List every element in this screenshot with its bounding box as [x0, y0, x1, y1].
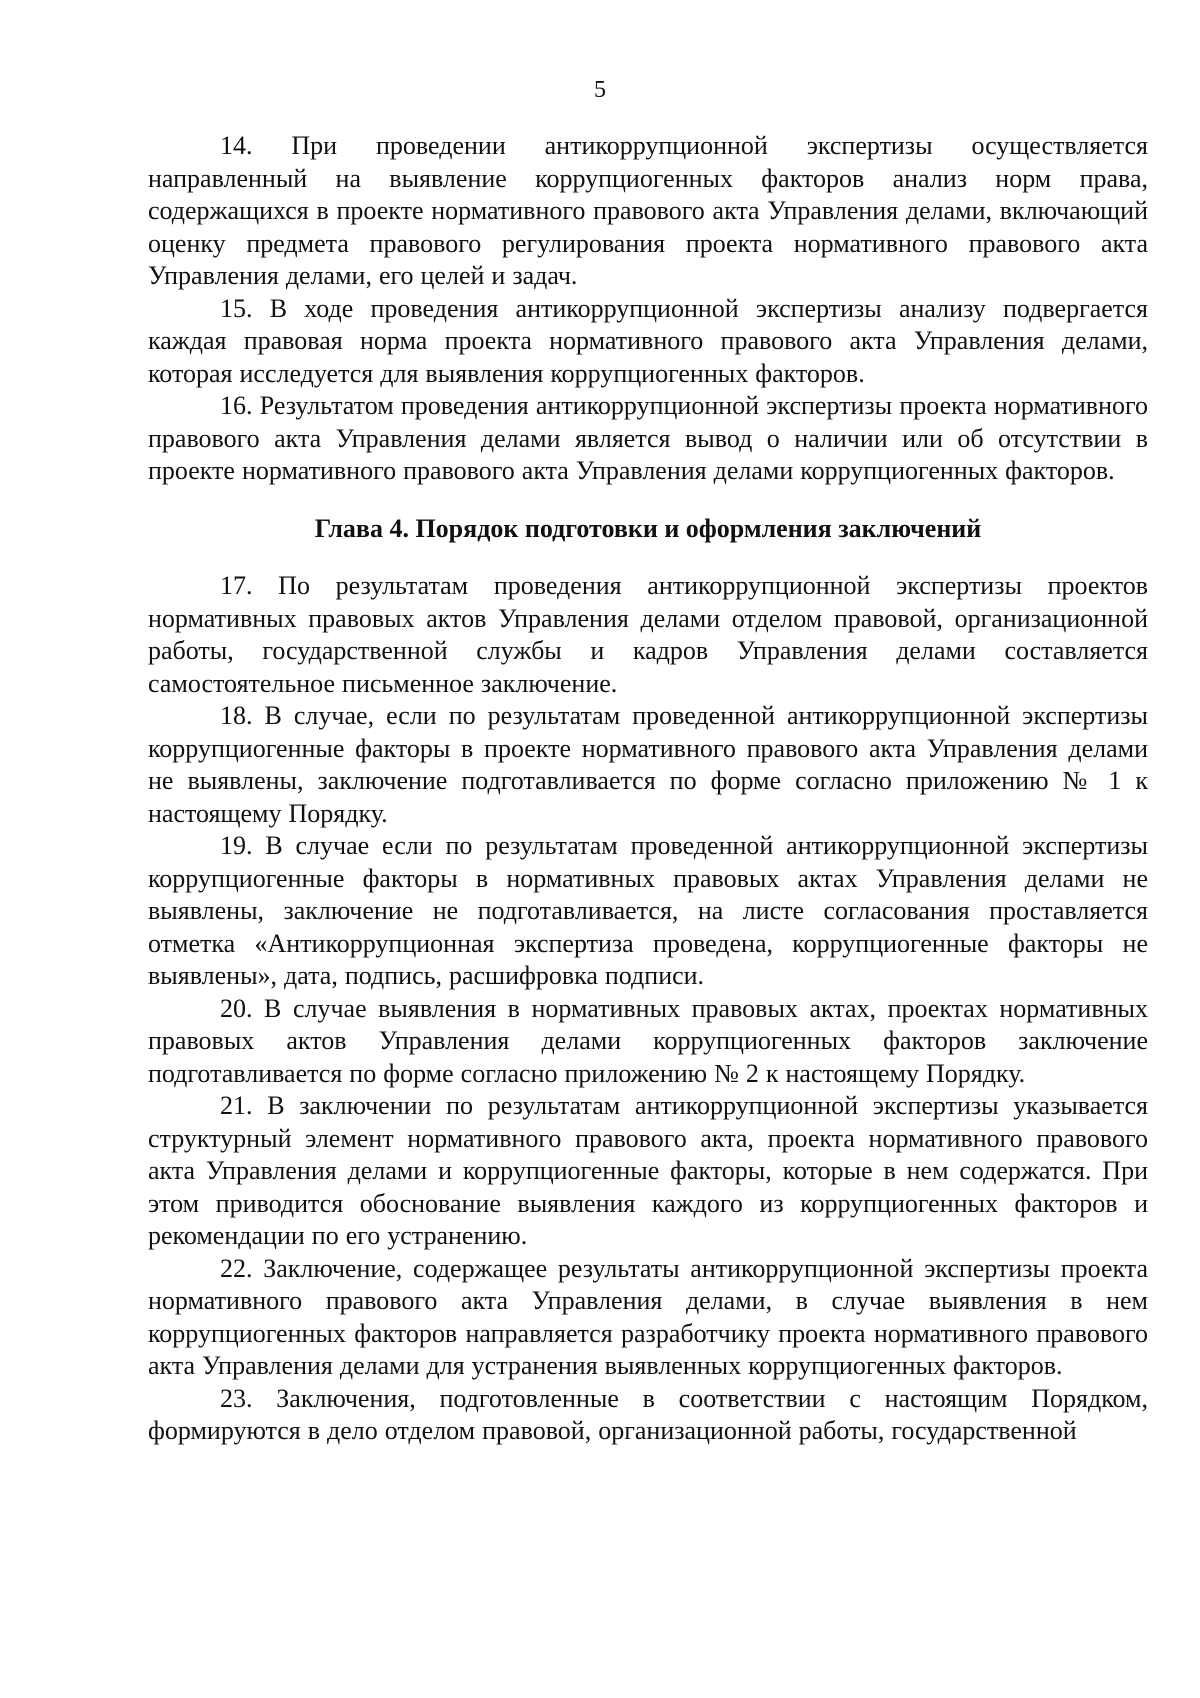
- page-number: 5: [594, 77, 606, 103]
- paragraph-16: 16. Результатом проведения антикоррупционной экспертизы проекта нормативного правового акта Управления делами является вывод о наличии или об отсутствии в проекте нормативного правового акта Управления делами коррупциогенных факторов.: [148, 391, 1148, 485]
- paragraph-17: 17. По результатам проведения антикоррупционной экспертизы проектов нормативных правовых актов Управления делами отделом правовой, организационной работы, государственной службы и кадров Управления делами составляется самостоятельное письменное заключение.: [148, 571, 1148, 698]
- paragraph-19: 19. В случае если по результатам проведенной антикоррупционной экспертизы коррупциогенные факторы в нормативных правовых актах Управления делами не выявлены, заключение не подготавливается, на листе согласования проставляется отметка «Антикоррупционная экспертиза проведена, коррупциогенные факторы не выявлены», дата, подпись, расшифровка подписи.: [148, 831, 1148, 990]
- paragraph-23: 23. Заключения, подготовленные в соответствии с настоящим Порядком, формируются в дело отделом правовой, организационной работы, государственной: [148, 1383, 1148, 1445]
- paragraph-21: 21. В заключении по результатам антикоррупционной экспертизы указывается структурный элемент нормативного правового акта, проекта нормативного правового акта Управления делами и коррупциогенные факторы, которые в нем содержатся. При этом приводится обоснование выявления каждого из коррупциогенных факторов и рекомендации по его устранению.: [148, 1091, 1148, 1250]
- document-body: [148, 130, 1148, 1448]
- paragraph-22: 22. Заключение, содержащее результаты антикоррупционной экспертизы проекта нормативного правового акта Управления делами, в случае выявления в нем коррупциогенных факторов направляется разработчику проекта нормативного правового акта Управления делами для устранения выявленных коррупциогенных факторов.: [148, 1253, 1148, 1380]
- paragraph-14: 14. При проведении антикоррупционной экспертизы осуществляется направленный на выявление коррупциогенных факторов анализ норм права, содержащихся в проекте нормативного правового акта Управления делами, включающий оценку предмета правового регулирования проекта нормативного правового акта Управления делами, его целей и задач.: [148, 131, 1148, 290]
- chapter-heading: Глава 4. Порядок подготовки и оформления заключений: [314, 513, 982, 543]
- paragraph-15: 15. В ходе проведения антикоррупционной экспертизы анализу подвергается каждая правовая норма проекта нормативного правового акта Управления делами, которая исследуется для выявления коррупциогенных факторов.: [148, 293, 1148, 388]
- paragraph-20: 20. В случае выявления в нормативных правовых актах, проектах нормативных правовых актов Управления делами коррупциогенных факторов заключение подготавливается по форме согласно приложению № 2 к настоящему Порядку.: [148, 993, 1148, 1088]
- paragraph-18: 18. В случае, если по результатам проведенной антикоррупционной экспертизы коррупциогенные факторы в проекте нормативного правового акта Управления делами не выявлены, заключение подготавливается по форме согласно приложению № 1 к настоящему Порядку.: [148, 701, 1148, 828]
